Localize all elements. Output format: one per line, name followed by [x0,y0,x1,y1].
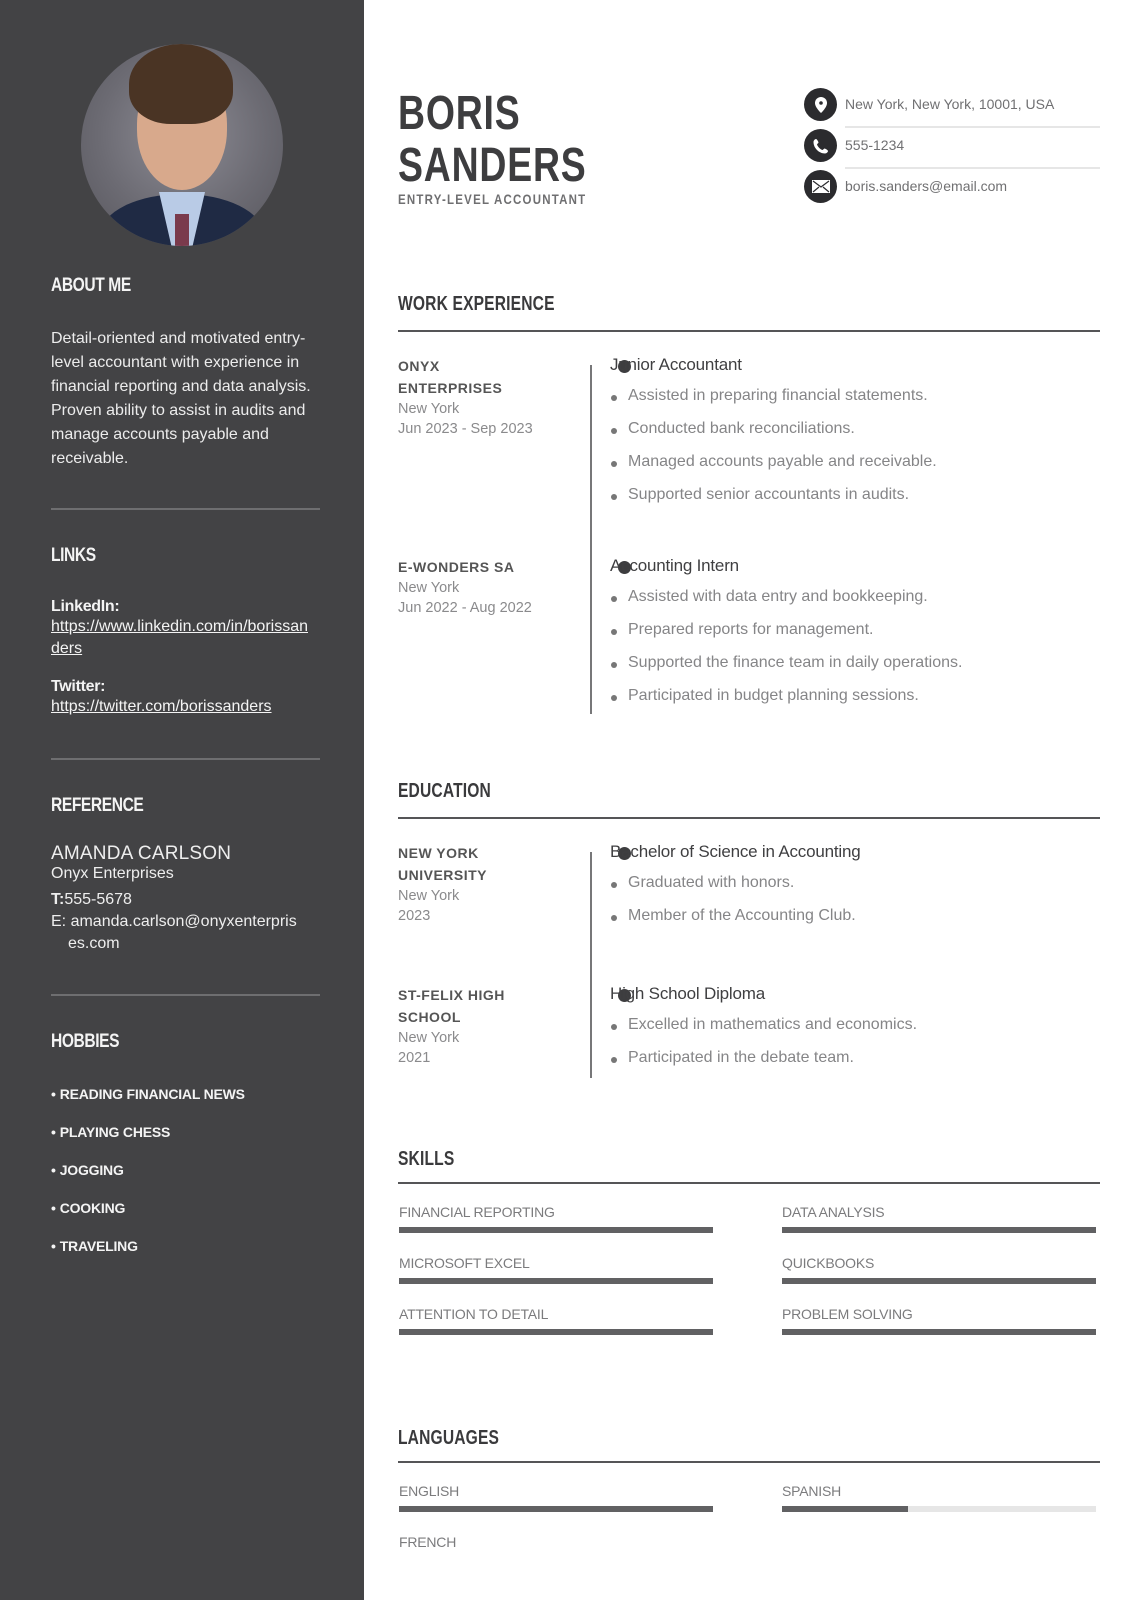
hobby-item: • READING FINANCIAL NEWS [51,1086,321,1124]
skill-bar [399,1278,713,1284]
main-content [364,0,1131,1600]
bullet-item: Supported senior accountants in audits. [610,486,1090,519]
bullet-list [610,387,1090,519]
timeline-line [590,852,592,1078]
reference-email [51,911,301,955]
languages-heading: LANGUAGES [398,1427,500,1449]
email-text: boris.sanders@email.com [845,178,1008,194]
work-experience-heading: WORK EXPERIENCE [398,293,555,315]
twitter-link[interactable]: https://twitter.com/borissanders [51,698,272,715]
location: New York [398,888,460,904]
language-item [399,1534,713,1550]
bullet-item: Graduated with honors. [610,874,1090,907]
divider [51,758,320,760]
bullet-list [610,874,1090,940]
bullet-item: Assisted with data entry and bookkeeping. [610,588,1090,621]
location: New York [398,401,460,417]
hobby-item: • JOGGING [51,1162,321,1200]
contact-phone [804,129,1100,170]
dates: Jun 2023 - Sep 2023 [398,421,533,437]
envelope-icon [804,170,837,203]
section-rule [398,817,1100,819]
reference-name: AMANDA CARLSON [51,843,232,864]
section-rule [398,330,1100,332]
twitter-label: Twitter: [51,678,106,695]
bullet-item: Participated in budget planning sessions. [610,687,1090,720]
education-heading: EDUCATION [398,780,491,802]
contact-email [804,170,1100,211]
divider [845,126,1100,128]
location: New York [398,1030,460,1046]
hobbies-heading: HOBBIES [51,1031,120,1052]
skill-label: MICROSOFT EXCEL [399,1255,530,1271]
about-text: Detail-oriented and motivated entry-level accountant with experience in financial reporting and data analysis. Proven ability to assist in audits and manage accounts payable and receivable. [51,330,311,467]
phone-icon [804,129,837,162]
language-item [782,1483,1096,1512]
skill-bar [782,1278,1096,1284]
hobby-item: • PLAYING CHESS [51,1124,321,1162]
bullet-item: Excelled in mathematics and economics. [610,1016,1090,1049]
company-name: E-WONDERS SA [398,559,515,575]
sidebar [0,0,364,1600]
skill-bar [399,1227,713,1233]
skill-label: ATTENTION TO DETAIL [399,1306,549,1322]
contact-address [804,88,1100,129]
bullet-item: Assisted in preparing financial statements. [610,387,1090,420]
bullet-item: Prepared reports for management. [610,621,1090,654]
bullet-item: Conducted bank reconciliations. [610,420,1090,453]
candidate-name [398,88,587,192]
divider [51,994,320,996]
reference-heading: REFERENCE [51,795,144,816]
skill-item [399,1306,713,1335]
skill-item [399,1255,713,1284]
skills-heading: SKILLS [398,1148,455,1170]
role-title: Accounting Intern [610,556,739,575]
skill-label: DATA ANALYSIS [782,1204,885,1220]
divider [845,167,1100,169]
profile-photo [81,44,283,246]
last-name: SANDERS [398,139,587,192]
language-bar [782,1506,1096,1512]
hobby-item: • COOKING [51,1200,321,1238]
bullet-item: Participated in the debate team. [610,1049,1090,1082]
language-label: FRENCH [399,1534,457,1550]
skill-item [782,1306,1096,1335]
skill-bar [782,1227,1096,1233]
skill-item [782,1204,1096,1233]
language-label: SPANISH [782,1483,842,1499]
bullet-item: Supported the finance team in daily operations. [610,654,1090,687]
phone-label: T: [51,891,65,908]
school-name: NEW YORK UNIVERSITY [398,845,488,883]
location-pin-icon [804,88,837,121]
skill-label: QUICKBOOKS [782,1255,875,1271]
bullet-item: Managed accounts payable and receivable. [610,453,1090,486]
skill-item [782,1255,1096,1284]
dates: 2021 [398,1050,431,1066]
skill-label: FINANCIAL REPORTING [399,1204,555,1220]
degree-title: Bachelor of Science in Accounting [610,842,861,861]
skill-item [399,1204,713,1233]
about-section [51,275,321,471]
first-name: BORIS [398,87,521,140]
hobbies-list [51,1086,321,1276]
school-name: ST-FELIX HIGH SCHOOL [398,987,505,1025]
reference-phone [51,889,321,911]
links-section [51,545,321,718]
reference-section [51,795,321,955]
hobbies-section [51,1031,321,1276]
divider [51,508,320,510]
phone-value: 555-5678 [64,891,132,908]
reference-company: Onyx Enterprises [51,865,174,882]
dates: 2023 [398,908,431,924]
section-rule [398,1461,1100,1463]
skill-bar [399,1329,713,1335]
language-label: ENGLISH [399,1483,460,1499]
email-value: amanda.carlson@onyxenterprises.com [68,913,297,952]
degree-title: High School Diploma [610,984,765,1003]
language-item [399,1483,713,1512]
phone-text: 555-1234 [845,137,905,153]
company-name: ONYX ENTERPRISES [398,358,503,396]
location: New York [398,580,460,596]
address-text: New York, New York, 10001, USA [845,96,1055,112]
about-heading: ABOUT ME [51,275,131,296]
email-label: E: [51,913,67,930]
role-title: Junior Accountant [610,355,742,374]
skill-bar [782,1329,1096,1335]
job-title: ENTRY-LEVEL ACCOUNTANT [398,191,587,207]
skill-label: PROBLEM SOLVING [782,1306,913,1322]
section-rule [398,1182,1100,1184]
timeline-line [590,365,592,714]
bullet-item: Member of the Accounting Club. [610,907,1090,940]
language-bar [399,1506,713,1512]
hobby-item: • TRAVELING [51,1238,321,1276]
linkedin-link[interactable]: https://www.linkedin.com/in/borissanders [51,618,308,657]
linkedin-label: LinkedIn: [51,598,120,615]
bullet-list [610,588,1090,720]
links-heading: LINKS [51,545,96,566]
dates: Jun 2022 - Aug 2022 [398,600,532,616]
bullet-list [610,1016,1090,1082]
